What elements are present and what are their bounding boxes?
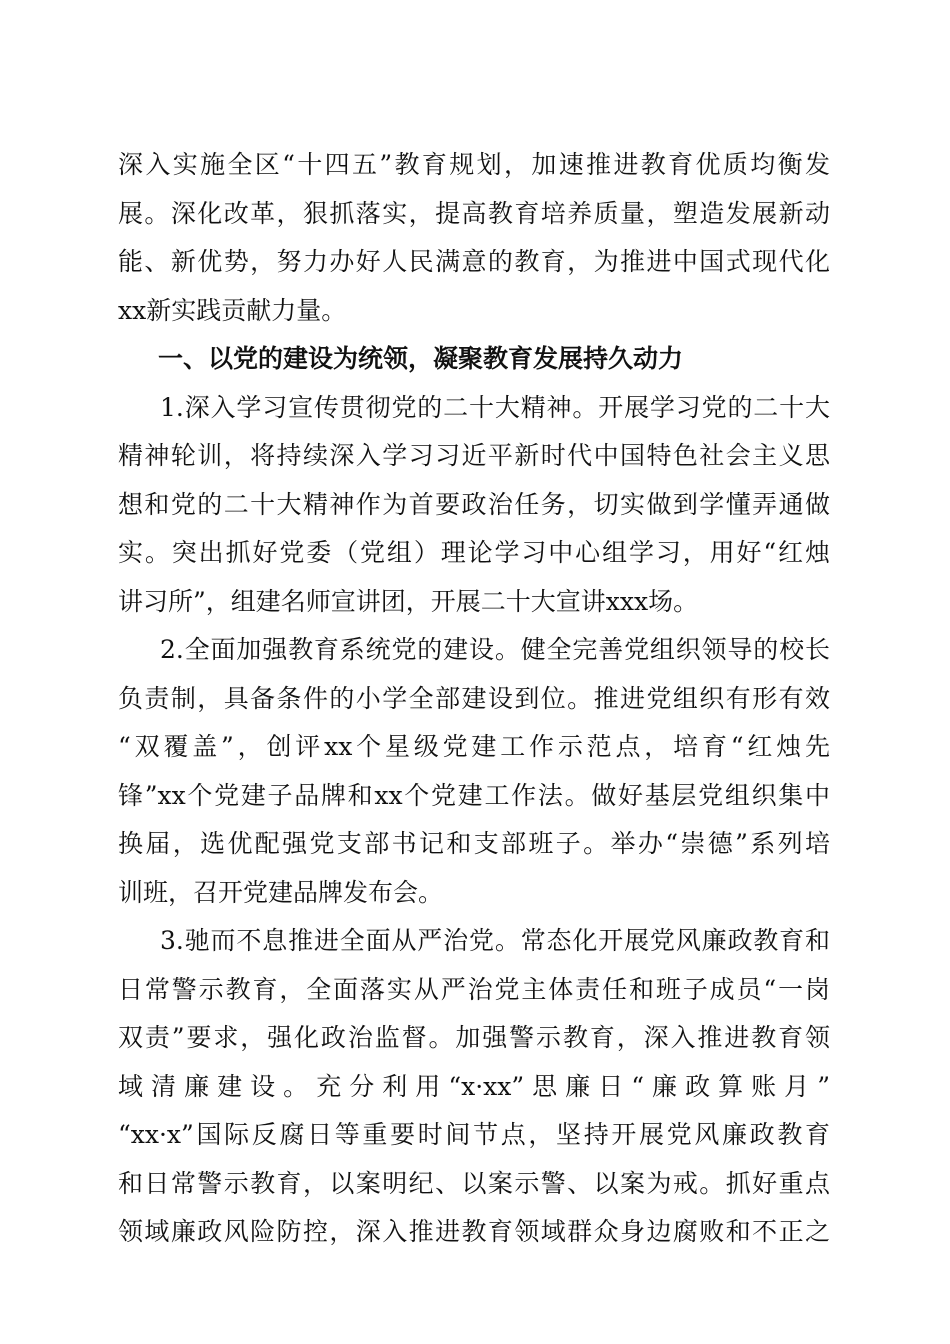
text-line: “xx·x”国际反腐日等重要时间节点，坚持开展党风廉政教育 bbox=[118, 1120, 830, 1149]
text-line: “双覆盖”，创评xx个星级党建工作示范点，培育“红烛先 bbox=[118, 732, 830, 761]
text-line: 日常警示教育，全面落实从严治党主体责任和班子成员“一岗 bbox=[118, 974, 830, 1004]
text-line: 3.驰而不息推进全面从严治党。常态化开展党风廉政教育和 bbox=[160, 926, 830, 955]
text-line: 展。深化改革，狠抓落实，提高教育培养质量，塑造发展新动 bbox=[118, 198, 830, 228]
item-paragraph-2 bbox=[118, 626, 830, 917]
text-line: 训班，召开党建品牌发布会。 bbox=[118, 877, 444, 907]
document-body bbox=[118, 141, 830, 1257]
text-line: 1.深入学习宣传贯彻党的二十大精神。开展学习党的二十大 bbox=[160, 392, 830, 422]
section-heading bbox=[118, 335, 830, 384]
item-paragraph-1 bbox=[118, 384, 830, 627]
text-line: 实。突出抓好党委（党组）理论学习中心组学习，用好“红烛 bbox=[118, 538, 830, 567]
text-line: 域清廉建设。充分利用“x·xx”思廉日“廉政算账月” bbox=[118, 1071, 830, 1101]
text-line: 锋”xx个党建子品牌和xx个党建工作法。做好基层党组织集中 bbox=[118, 780, 830, 810]
text-line: 2.全面加强教育系统党的建设。健全完善党组织领导的校长 bbox=[160, 635, 830, 664]
intro-paragraph bbox=[118, 141, 830, 335]
text-line: 精神轮训，将持续深入学习习近平新时代中国特色社会主义思 bbox=[118, 441, 830, 470]
text-line: 讲习所”，组建名师宣讲团，开展二十大宣讲xxx场。 bbox=[118, 586, 699, 616]
text-line: 和日常警示教育，以案明纪、以案示警、以案为戒。抓好重点 bbox=[118, 1168, 830, 1198]
text-line: 想和党的二十大精神作为首要政治任务，切实做到学懂弄通做 bbox=[118, 489, 830, 519]
text-line: 领域廉政风险防控，深入推进教育领域群众身边腐败和不正之 bbox=[118, 1217, 830, 1246]
text-line: 换届，选优配强党支部书记和支部班子。举办“崇德”系列培 bbox=[118, 829, 830, 858]
item-paragraph-3 bbox=[118, 917, 830, 1257]
text-line: xx新实践贡献力量。 bbox=[118, 295, 347, 325]
heading-line: 一、以党的建设为统领，凝聚教育发展持久动力 bbox=[158, 344, 684, 373]
text-line: 双责”要求，强化政治监督。加强警示教育，深入推进教育领 bbox=[118, 1023, 830, 1052]
text-line: 负责制，具备条件的小学全部建设到位。推进党组织有形有效 bbox=[118, 683, 830, 713]
text-line: 能、新优势，努力办好人民满意的教育，为推进中国式现代化 bbox=[118, 247, 830, 276]
text-line: 深入实施全区“十四五”教育规划，加速推进教育优质均衡发 bbox=[118, 150, 830, 179]
